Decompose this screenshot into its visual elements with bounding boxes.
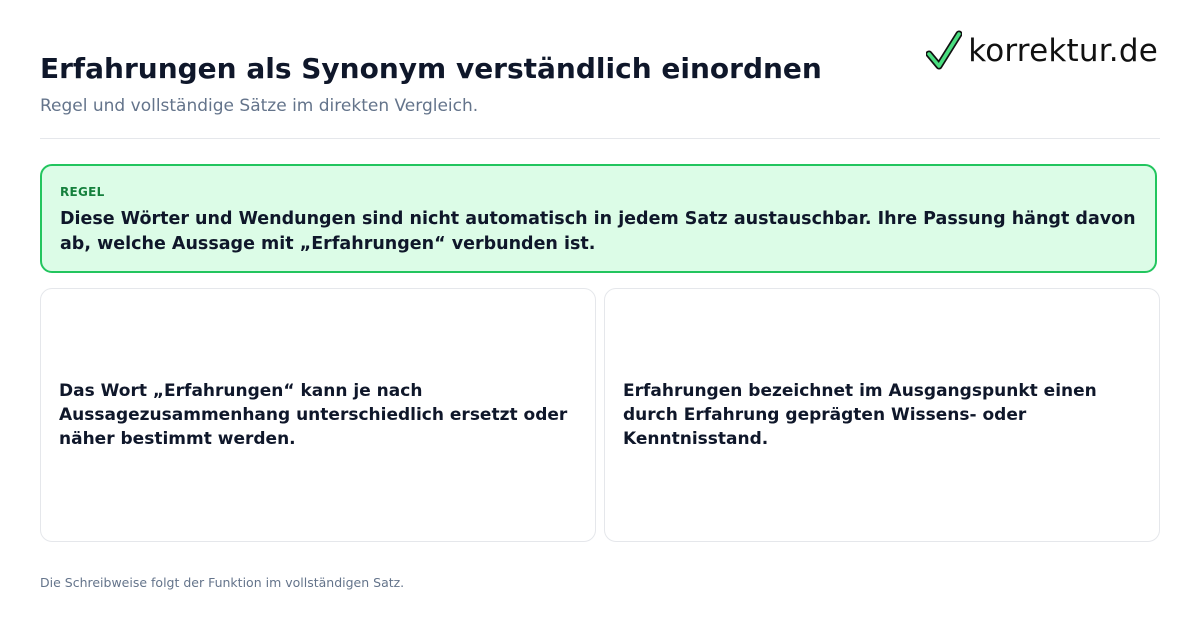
- header-divider: [40, 138, 1160, 139]
- card-text: Das Wort „Erfahrungen“ kann je nach Aussagezusammenhang unterschiedlich ersetzt oder näher bestimmt werden.: [59, 381, 568, 449]
- page-subtitle: Regel und vollständige Sätze im direkten Vergleich.: [40, 96, 479, 116]
- comparison-card-right: [604, 288, 1160, 542]
- comparison-card-left: [40, 288, 596, 542]
- brand-name: korrektur.de: [968, 33, 1158, 69]
- card-text: Erfahrungen bezeichnet im Ausgangspunkt einen durch Erfahrung geprägten Wissens- oder Kenntnisstand.: [623, 381, 1097, 449]
- brand-logo[interactable]: [926, 30, 1158, 72]
- rule-box: [40, 164, 1157, 273]
- page-title: Erfahrungen als Synonym verständlich einordnen: [40, 52, 822, 85]
- rule-label: REGEL: [60, 185, 105, 199]
- footnote: Die Schreibweise folgt der Funktion im vollständigen Satz.: [40, 575, 405, 590]
- rule-text: Diese Wörter und Wendungen sind nicht automatisch in jedem Satz austauschbar. Ihre Passung hängt davon ab, welche Aussage mit „Erfahrungen“ verbunden ist.: [60, 209, 1136, 254]
- checkmark-icon: [926, 30, 962, 72]
- page-header: [40, 50, 900, 118]
